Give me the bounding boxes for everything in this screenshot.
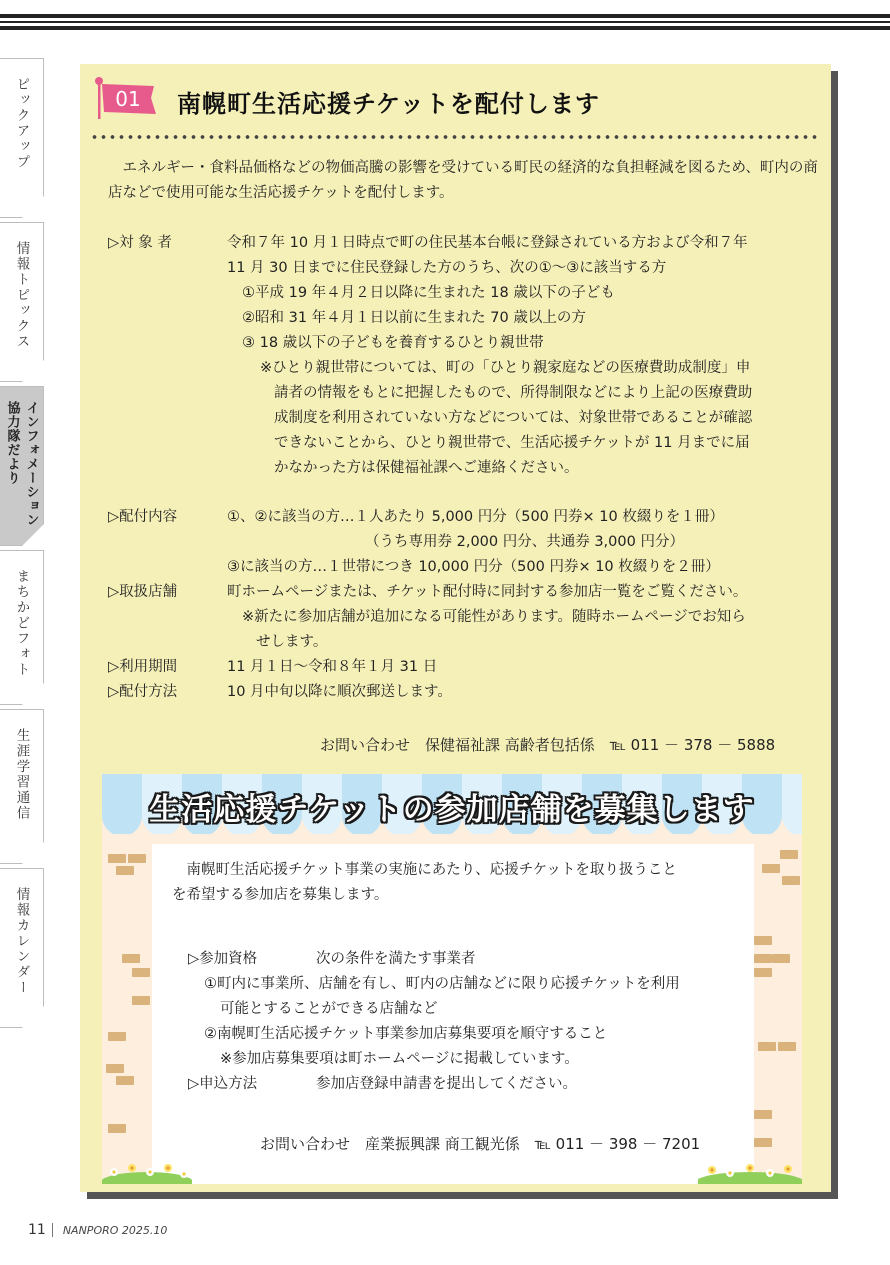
condition-line: ①町内に事業所、店舗を有し、町内の店舗などに限り応援チケットを利用 [204, 976, 680, 992]
brick-decoration [108, 854, 126, 863]
item-line: 11 月 30 日までに住民登録した方のうち、次の①～③に該当する方 [227, 260, 667, 276]
sidebar-tab-label: ピックアップ [13, 77, 30, 170]
condition-line: ②南幌町生活応援チケット事業参加店募集要項を順守すること [204, 1026, 608, 1042]
brick-decoration [754, 954, 772, 963]
sidebar-tab-label: 情報トピックス [13, 241, 30, 350]
article-title: 南幌町生活応援チケットを配付します [177, 90, 600, 118]
recruit-contact: お問い合わせ 産業振興課 商工観光係 ℡ 011 － 398 － 7201 [260, 1135, 701, 1153]
apply-label: ▷申込方法 [188, 1076, 258, 1092]
item-label-content: ▷配付内容 [108, 509, 178, 525]
item-label-period: ▷利用期間 [108, 659, 178, 675]
item-line: 11 月１日～令和８年１月 31 日 [227, 659, 438, 675]
item-label-target: ▷対 象 者 [108, 235, 172, 251]
qualification-value: 次の条件を満たす事業者 [316, 951, 476, 967]
brick-decoration [108, 1032, 126, 1041]
qualification-label: ▷参加資格 [188, 951, 258, 967]
brick-decoration [754, 1110, 772, 1119]
sidebar-tab-learning[interactable] [0, 709, 44, 864]
recruit-content [152, 844, 754, 1184]
sidebar-tab-pickup[interactable] [0, 58, 44, 218]
header-rule [0, 14, 890, 32]
brick-decoration [108, 1124, 126, 1133]
apply-value: 参加店登録申請書を提出してください。 [316, 1076, 577, 1092]
brick-decoration [116, 866, 134, 875]
sidebar-tab-calendar[interactable] [0, 868, 44, 1028]
flowers-decoration [102, 1158, 192, 1184]
item-line: 令和７年 10 月１日時点で町の住民基本台帳に登録されている方および令和７年 [227, 235, 748, 251]
recruit-title: 生活応援チケットの参加店舗を募集します [149, 792, 755, 828]
item-line: （うち専用券 2,000 円分、共通券 3,000 円分） [365, 534, 684, 550]
sidebar-tab-label: インフォメーション 協力隊だより [4, 401, 39, 527]
article-contact: お問い合わせ 保健福祉課 高齢者包括係 ℡ 011 － 378 － 5888 [320, 736, 776, 754]
flowers-decoration [698, 1158, 802, 1184]
sidebar-tab-label: 生涯学習通信 [13, 728, 30, 821]
brick-decoration [782, 876, 800, 885]
recruit-box [102, 774, 802, 1184]
item-line: ③に該当の方…１世帯につき 10,000 円分（500 円券× 10 枚綴りを２冊） [227, 559, 720, 575]
item-line: できないことから、ひとり親世帯で、生活応援チケットが 11 月までに届 [274, 435, 750, 451]
item-line: 10 月中旬以降に順次郵送します。 [227, 684, 452, 700]
sidebar-tab-photo[interactable] [0, 550, 44, 705]
dotted-divider [90, 134, 820, 140]
item-line: ③ 18 歳以下の子どもを養育するひとり親世帯 [242, 335, 544, 351]
brick-decoration [762, 864, 780, 873]
item-line: 請者の情報をもとに把握したもので、所得制限などにより上記の医療費助 [274, 385, 753, 401]
item-label-stores: ▷取扱店舗 [108, 584, 178, 600]
sidebar-tab-information[interactable] [0, 386, 44, 546]
item-line: ②昭和 31 年４月１日以前に生まれた 70 歳以上の方 [242, 310, 586, 326]
brick-decoration [106, 1064, 124, 1073]
brick-decoration [116, 1076, 134, 1085]
sidebar-tab-label: 情報カレンダー [13, 887, 30, 996]
item-line: ①、②に該当の方…１人あたり 5,000 円分（500 円券× 10 枚綴りを１冊） [227, 509, 724, 525]
brick-decoration [772, 954, 790, 963]
brick-decoration [132, 968, 150, 977]
brick-decoration [132, 996, 150, 1005]
article-intro: エネルギー・食料品価格などの物価高騰の影響を受けている町民の経済的な負担軽減を図るため、町内の商店などで使用可能な生活応援チケットを配付します。 [108, 160, 818, 201]
item-line: 成制度を利用されていない方などについては、対象世帯であることが確認 [274, 410, 753, 426]
brick-decoration [780, 850, 798, 859]
sidebar-tab-label: まちかどフォト [13, 569, 30, 678]
brick-decoration [778, 1042, 796, 1051]
badge-number: 01 [115, 87, 141, 111]
item-line: ①平成 19 年４月２日以降に生まれた 18 歳以下の子ども [242, 285, 615, 301]
page-number: 11 [28, 1222, 46, 1238]
recruit-intro-line: 南幌町生活応援チケット事業の実施にあたり、応援チケットを取り扱うこと [172, 862, 677, 878]
brick-decoration [754, 936, 772, 945]
page-footer [28, 1222, 167, 1238]
item-line: ※新たに参加店舗が追加になる可能性があります。随時ホームページでお知ら [242, 609, 746, 625]
recruit-intro-line: を希望する参加店を募集します。 [172, 887, 389, 903]
condition-line: 可能とすることができる店舗など [220, 1001, 438, 1017]
item-line: かなかった方は保健福祉課へご連絡ください。 [274, 460, 579, 476]
item-line: 町ホームページまたは、チケット配付時に同封する参加店一覧をご覧ください。 [227, 584, 748, 600]
item-label-method: ▷配付方法 [108, 684, 178, 700]
flag-icon [94, 76, 158, 120]
item-line: ※ひとり親世帯については、町の「ひとり親家庭などの医療費助成制度」申 [260, 360, 751, 376]
magazine-name: NANPORO 2025.10 [62, 1224, 168, 1237]
brick-decoration [754, 1138, 772, 1147]
brick-decoration [754, 968, 772, 977]
brick-decoration [122, 954, 140, 963]
item-line: せします。 [256, 634, 328, 650]
brick-decoration [128, 854, 146, 863]
sidebar-tab-topics[interactable] [0, 222, 44, 382]
brick-decoration [758, 1042, 776, 1051]
condition-line: ※参加店募集要項は町ホームページに掲載しています。 [220, 1051, 579, 1067]
